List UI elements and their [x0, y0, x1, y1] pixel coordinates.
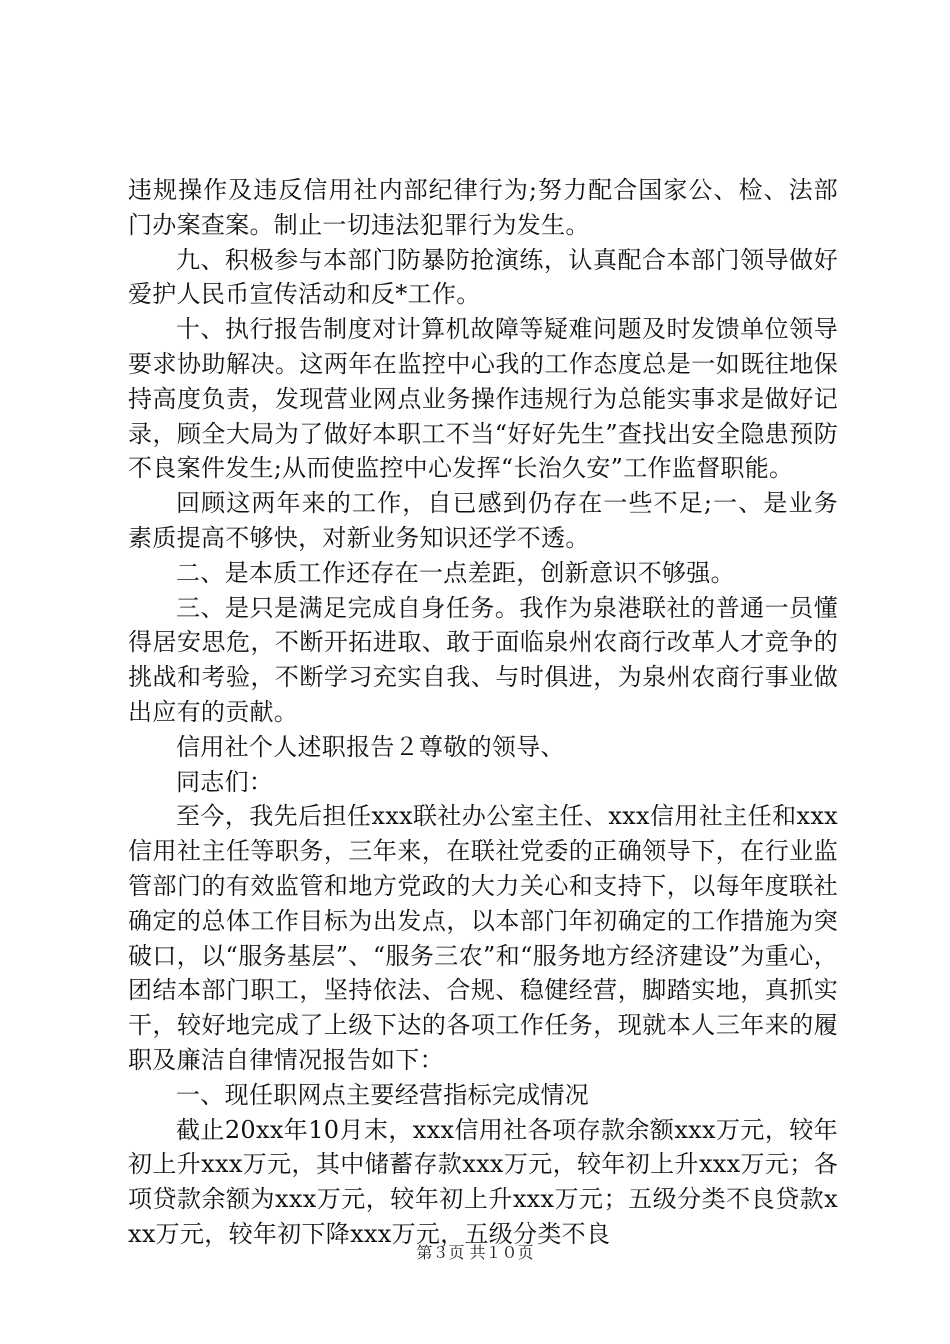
paragraph-review: 回顾这两年来的工作，自已感到仍存在一些不足;一、是业务素质提高不够快，对新业务知识还学不透。	[128, 489, 838, 552]
paragraph-item-10: 十、执行报告制度对计算机故障等疑难问题及时发馈单位领导要求协助解决。这两年在监控中心我的工作态度总是一如既往地保持高度负责，发现营业网点业务操作违规行为总能实事求是做好记录，顾全大局为了做好本职工不当“好好先生”查找出安全隐患预防不良案件发生;从而使监控中心发挥“长治久安”工作监督职能。	[128, 315, 838, 483]
paragraph-report-2-heading: 信用社个人述职报告２尊敬的领导、	[176, 732, 565, 761]
section-heading-1: 一、现任职网点主要经营指标完成情况	[176, 1080, 590, 1109]
paragraph-item-9: 九、积极参与本部门防暴防抢演练，认真配合本部门领导做好爱护人民币宣传活动和反*工作。	[128, 245, 838, 309]
page-number-footer: 第３页 共１０页	[416, 1243, 534, 1262]
paragraph-introduction: 至今，我先后担任xxx联社办公室主任、xxx信用社主任和xxx信用社主任等职务，三年来，在联社党委的正确领导下，在行业监管部门的有效监管和地方党政的大力关心和支持下，以每年度联社确定的总体工作目标为出发点，以本部门年初确定的工作措施为突破口，以“服务基层”、“服务三农”和“服务地方经济建设”为重心，团结本部门职工，坚持依法、合规、稳健经营，脚踏实地，真抓实干，较好地完成了上级下达的各项工作任务，现就本人三年来的履职及廉洁自律情况报告如下：	[128, 802, 838, 1074]
paragraph-salutation: 同志们：	[176, 767, 274, 796]
paragraph-shortcoming-2: 二、是本质工作还存在一点差距，创新意识不够强。	[176, 558, 735, 587]
document-body	[128, 173, 838, 1252]
paragraph-shortcoming-3: 三、是只是满足完成自身任务。我作为泉港联社的普通一员懂得居安思危，不断开拓进取、敢于面临泉州农商行改革人才竞争的挑战和考验，不断学习充实自我、与时俱进，为泉州农商行事业做出应有的贡献。	[128, 593, 838, 726]
paragraph-indicators: 截止20xx年10月末，xxx信用社各项存款余额xxx万元，较年初上升xxx万元，其中储蓄存款xxx万元，较年初上升xxx万元；各项贷款余额为xxx万元，较年初上升xxx万元；五级分类不良贷款xxx万元，较年初下降xxx万元，五级分类不良	[128, 1115, 838, 1248]
paragraph-continuation: 违规操作及违反信用社内部纪律行为;努力配合国家公、检、法部门办案查案。制止一切违法犯罪行为发生。	[128, 176, 838, 239]
